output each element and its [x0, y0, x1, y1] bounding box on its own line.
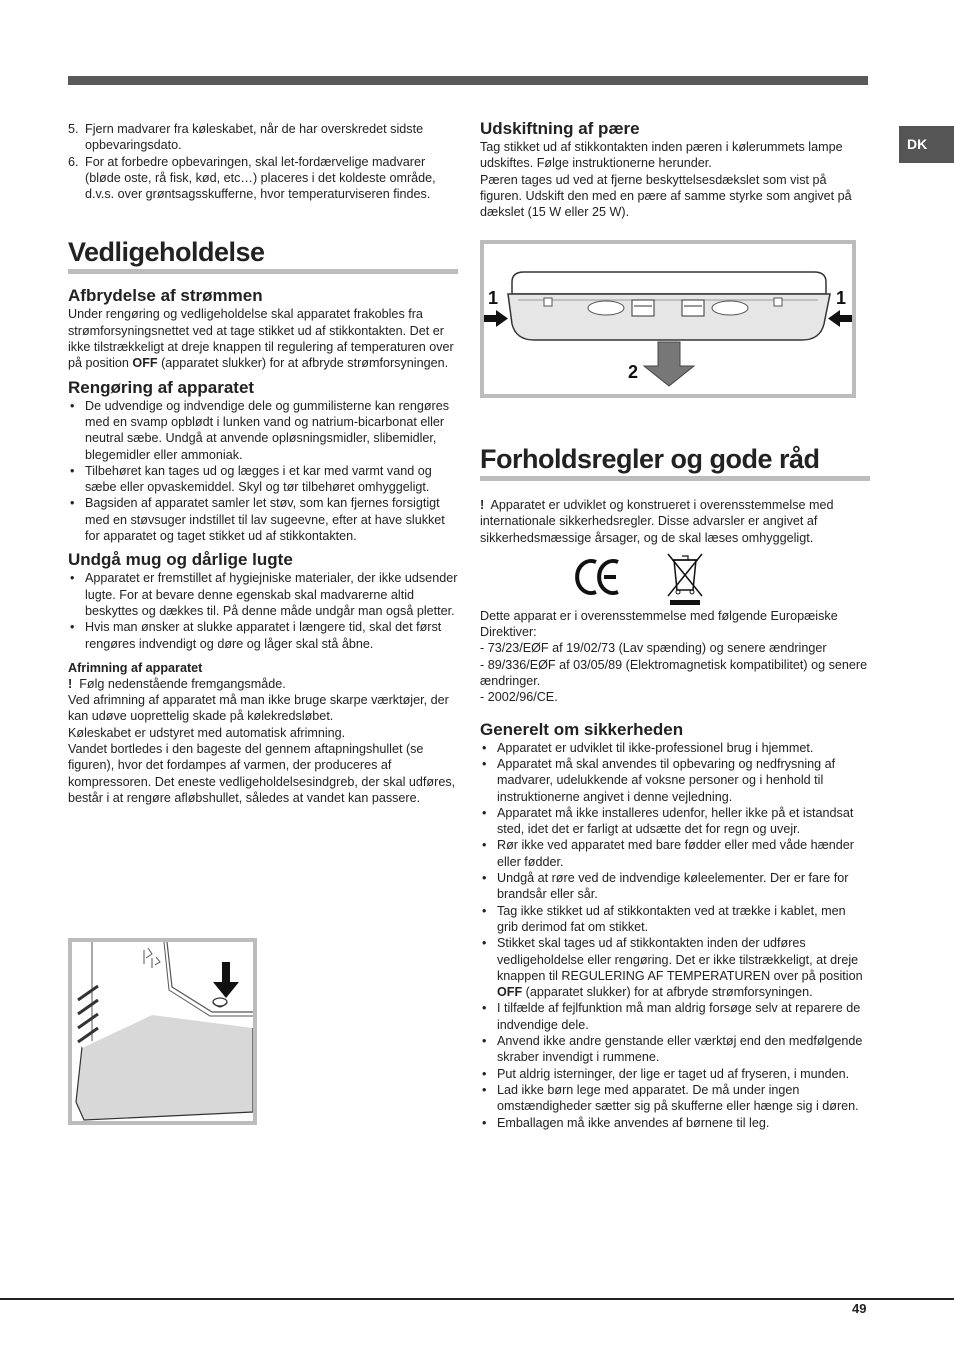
mould-list — [68, 570, 458, 651]
lamp-cover-illustration — [484, 244, 852, 394]
heading-safety: Generelt om sikkerheden — [480, 719, 684, 739]
label-1-left: 1 — [488, 288, 499, 308]
list-item: • Tilbehøret kan tages ud og lægges i et kar med varmt vand og sæbe eller opvaskemiddel. Skyl og tør tilbehøret omhyggeligt. — [85, 463, 458, 496]
heading-mould: Undgå mug og dårlige lugte — [68, 550, 293, 570]
cleaning-list — [68, 398, 458, 545]
label-1-right: 1 — [836, 288, 847, 308]
left-column — [68, 121, 458, 806]
list-item: • Hvis man ønsker at slukke apparatet i længere tid, skal det først rengøres indvendigt og døre og låger skal stå åbne. — [85, 619, 458, 652]
top-rule — [68, 76, 868, 85]
list-item: 6. For at forbedre opbevaringen, skal let-fordærvelige madvarer (bløde oste, rå fisk, kød, etc…) placeres i det koldeste område, d.v.s. over grøntsagsskufferne, hvor temperaturviseren findes. — [68, 154, 436, 202]
right-column-top — [480, 119, 870, 220]
directives-text: - 2002/96/CE. — [480, 690, 558, 705]
list-item: • Put aldrig isterninger, der lige er taget ud af fryseren, i munden. — [497, 1066, 870, 1082]
list-item: • Undgå at røre ved de indvendige køleelementer. Der er fare for brandsår eller sår. — [497, 870, 870, 903]
list-item: • Emballagen må ikke anvendes af børnene til leg. — [497, 1115, 870, 1131]
page-number: 49 — [852, 1301, 867, 1316]
heading-power-off: Afbrydelse af strømmen — [68, 286, 263, 306]
section-title-maintenance: Vedligeholdelse — [68, 236, 458, 274]
bulb-text: Tag stikket ud af stikkontakten inden pæren i kølerummets lampe udskiftes. Følge instruktionerne herunder. — [480, 140, 843, 171]
list-item: • I tilfælde af fejlfunktion må man aldrig forsøge selv at reparere de indvendige dele. — [497, 1000, 870, 1033]
bulb-cover-figure — [480, 240, 856, 398]
bulb-text: Pæren tages ud ved at fjerne beskyttelsesdækslet som vist på figuren. Udskift den med en pære af samme styrke som angivet på dækslet (15 W eller 25 W). — [480, 172, 852, 220]
label-2: 2 — [628, 362, 639, 382]
list-item: • Apparatet må skal anvendes til opbevaring og nedfrysning af madvarer, udelukkende af voksne personer og i henhold til instruktionerne angivet i denne vejledning. — [497, 756, 870, 805]
directives-text: Dette apparat er i overensstemmelse med følgende Europæiske Direktiver: — [480, 608, 838, 640]
bottom-rule — [0, 1298, 954, 1300]
defrost-text: Køleskabet er udstyret med automatisk afrimning. — [68, 725, 346, 740]
list-item: • Apparatet er udviklet til ikke-professionel brug i hjemmet. — [497, 740, 870, 756]
list-item: • Apparatet er fremstillet af hygiejniske materialer, der ikke udsender lugte. For at bevare denne egenskab skal madvarerne altid beskyttes og dækkes til. På denne måde undgår man også pletter. — [85, 570, 458, 619]
list-item: • Bagsiden af apparatet samler let støv, som kan fjernes forsigtigt med en støvsuger indstillet til lav sugeevne, efter at have slukket for apparatet og taget stikket ud af stikkontakten. — [85, 495, 458, 544]
list-item: • Stikket skal tages ud af stikkontakten inden der udføres vedligeholdelse eller rengøring. Det er ikke tilstrækkeligt, at dreje knappen til REGULERING AF TEMPERATUREN over på position OFF (apparatet slukker) for at afbryde strømforsyningen. — [497, 935, 870, 1000]
list-item: • Apparatet må ikke installeres udenfor, heller ikke på et istandsat sted, idet det er farligt at udsætte det for regn og uvejr. — [497, 805, 870, 838]
language-tab: DK — [899, 126, 954, 163]
list-item: • Tag ikke stikket ud af stikkontakten ved at trække i kablet, men grib derimod fat om stikket. — [497, 903, 870, 936]
heading-cleaning: Rengøring af apparatet — [68, 377, 255, 397]
section-title-precautions: Forholdsregler og gode råd — [480, 443, 870, 481]
power-off-text: Under rengøring og vedligeholdelse skal apparatet frakobles fra strømforsyningsnettet ved at tage stikket ud af stikkontakten. Det er ikke tilstrækkeligt at dreje knappen til regulering af temperaturen over på position OFF (apparatet slukker) for at afbryde strømforsyningen. — [68, 307, 454, 371]
directives-text: - 73/23/EØF af 19/02/73 (Lav spænding) og senere ændringer — [480, 641, 827, 656]
list-item: • Anvend ikke andre genstande eller værktøj end den medfølgende skraber invendigt i rummene. — [497, 1033, 870, 1066]
defrost-figure — [68, 938, 257, 1125]
defrost-text: Vandet bortledes i den bageste del gennem aftapningshullet (se figuren), hvor det fordampes af varmen, der produceres af kompressoren. Det eneste vedligeholdelsesindgreb, der skal udføres, består i at rengøre afløbshullet, således at vandet kan passere. — [68, 742, 456, 805]
certification-marks — [480, 546, 870, 608]
weee-bin-icon — [668, 554, 702, 605]
list-item: 5. Fjern madvarer fra køleskabet, når de har overskredet sidste opbevaringsdato. — [68, 122, 424, 153]
right-column-bottom — [480, 443, 870, 1131]
defrost-note: ! Følg nedenstående fremgangsmåde. — [68, 676, 286, 691]
defrost-text: Ved afrimning af apparatet må man ikke bruge skarpe værktøjer, der kan udøve uoprettelig skade på kølekredsløbet. — [68, 693, 449, 724]
heading-defrost: Afrimning af apparatet — [68, 660, 203, 675]
list-item: • Rør ikke ved apparatet med bare fødder eller med våde hænder eller fødder. — [497, 837, 870, 870]
storage-tips-list — [68, 121, 458, 202]
precautions-intro: ! Apparatet er udviklet og konstrueret i overensstemmelse med internationale sikkerhedsregler. Disse advarsler er angivet af sikkerhedsmæssige årsager, og de skal læses omhyggeligt. — [480, 498, 834, 545]
list-item: • De udvendige og indvendige dele og gummilisterne kan rengøres med en svamp opblødt i lunken vand og natrium-bicarbonat eller neutral sæbe. Undgå at anvende opløsningsmidler, slibemidler, blegemidler eller ammoniak. — [85, 398, 458, 463]
heading-bulb: Udskiftning af pære — [480, 119, 640, 138]
list-item: • Lad ikke børn lege med apparatet. De må under ingen omstændigheder sætter sig på skufferne eller hænge sig i døren. — [497, 1082, 870, 1115]
ce-mark-icon — [577, 561, 618, 593]
directives-text: - 89/336/EØF af 03/05/89 (Elektromagnetisk kompatibilitet) og senere ændringer. — [480, 657, 868, 689]
safety-list — [480, 740, 870, 1131]
fridge-drain-illustration — [72, 942, 253, 1121]
